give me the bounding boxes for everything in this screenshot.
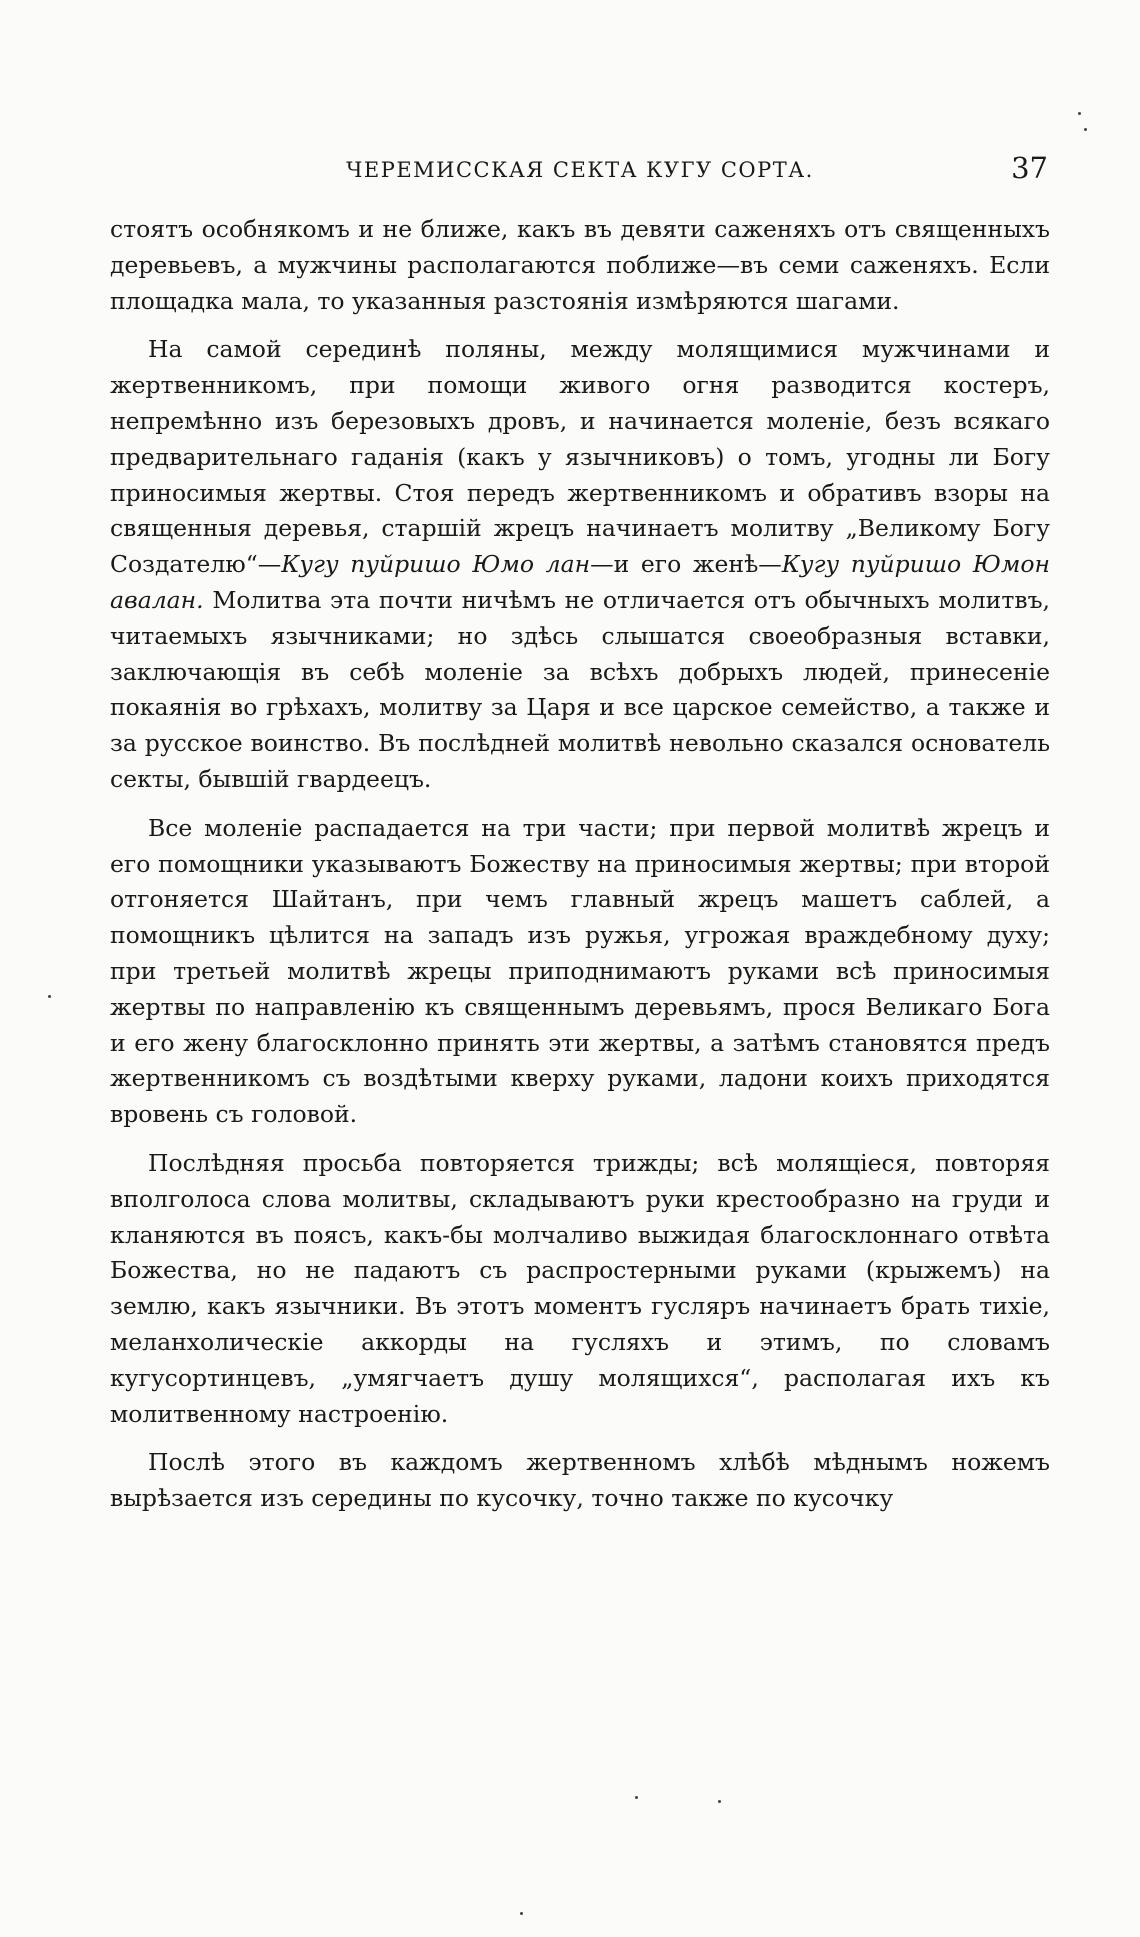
- page-number: 37: [1011, 151, 1048, 185]
- scan-speck: [1084, 128, 1087, 131]
- paragraph-2-text-middle: —и его женѣ—: [590, 550, 782, 579]
- running-header: [110, 150, 1050, 190]
- scan-speck: [718, 1800, 721, 1803]
- paragraph-2-text-end: Молитва эта почти ничѣмъ не отличается отъ обычныхъ молитвъ, читаемыхъ язычниками; но здѣсь слышатся своеобразныя вставки, заключающія въ себѣ моленіе за всѣхъ добрыхъ людей, принесеніе покаянія во грѣхахъ, молитву за Царя и все царское семейство, а также и за русское воинство. Въ послѣдней молитвѣ невольно сказался основатель секты, бывшій гвардеецъ.: [110, 585, 1050, 793]
- paragraph-4: Послѣдняя просьба повторяется трижды; всѣ молящіеся, повторяя вполголоса слова молитвы, складываютъ руки крестообразно на груди и кланяются въ поясъ, какъ-бы молчаливо выжидая благосклоннаго отвѣта Божества, но не падаютъ съ распростерными руками (крыжемъ) на землю, какъ язычники. Въ этотъ моментъ гусляръ начинаетъ брать тихіе, меланхолическіе аккорды на гусляхъ и этимъ, по словамъ кугусортинцевъ, „умягчаетъ душу молящихся“, располагая ихъ къ молитвенному настроенію.: [110, 1148, 1050, 1428]
- paragraph-2-text-start: На самой серединѣ поляны, между молящимися мужчинами и жертвенникомъ, при помощи живого огня разводится костеръ, непремѣнно изъ березовыхъ дровъ, и начинается моленіе, безъ всякаго предварительнаго гаданія (какъ у язычниковъ) о томъ, угодны ли Богу приносимыя жертвы. Стоя передъ жертвенникомъ и обративъ взоры на священныя деревья, старшій жрецъ начинаетъ молитву „Великому Богу Создателю“—: [110, 335, 1050, 579]
- deity-name-wife: Кугу пуйришо Юмон авалан.: [110, 550, 1050, 614]
- paragraph-5: Послѣ этого въ каждомъ жертвенномъ хлѣбѣ мѣднымъ ножемъ вырѣзается изъ середины по кусочку, точно также по кусочку: [110, 1448, 1050, 1513]
- paragraph-3: Все моленіе распадается на три части; при первой молитвѣ жрецъ и его помощники указываютъ Божеству на приносимыя жертвы; при второй отгоняется Шайтанъ, при чемъ главный жрецъ машетъ саблей, а помощникъ цѣлится на западъ изъ ружья, угрожая враждебному духу; при третьей молитвѣ жрецы приподнимаютъ руками всѣ приносимыя жертвы по направленію къ священнымъ деревьямъ, прося Великаго Бога и его жену благосклонно принять эти жертвы, а затѣмъ становятся предъ жертвенникомъ съ воздѣтыми кверху руками, ладони коихъ приходятся вровень съ головой.: [110, 813, 1050, 1129]
- scan-speck: [520, 1912, 523, 1915]
- paragraph-1: стоятъ особнякомъ и не ближе, какъ въ девяти саженяхъ отъ священныхъ деревьевъ, а мужчины располагаются поближе—въ семи саженяхъ. Если площадка мала, то указанныя разстоянія измѣряются шагами.: [110, 215, 1050, 315]
- scan-speck: [635, 1796, 638, 1799]
- deity-name-creator: Кугу пуйришо Юмо лан: [281, 550, 591, 579]
- paragraph-2: [110, 332, 1050, 797]
- scan-speck: [48, 995, 51, 998]
- running-title: ЧЕРЕМИССКАЯ СЕКТА КУГУ СОРТА.: [346, 158, 814, 182]
- scan-speck: [1078, 112, 1081, 115]
- body-text: [110, 212, 1050, 1530]
